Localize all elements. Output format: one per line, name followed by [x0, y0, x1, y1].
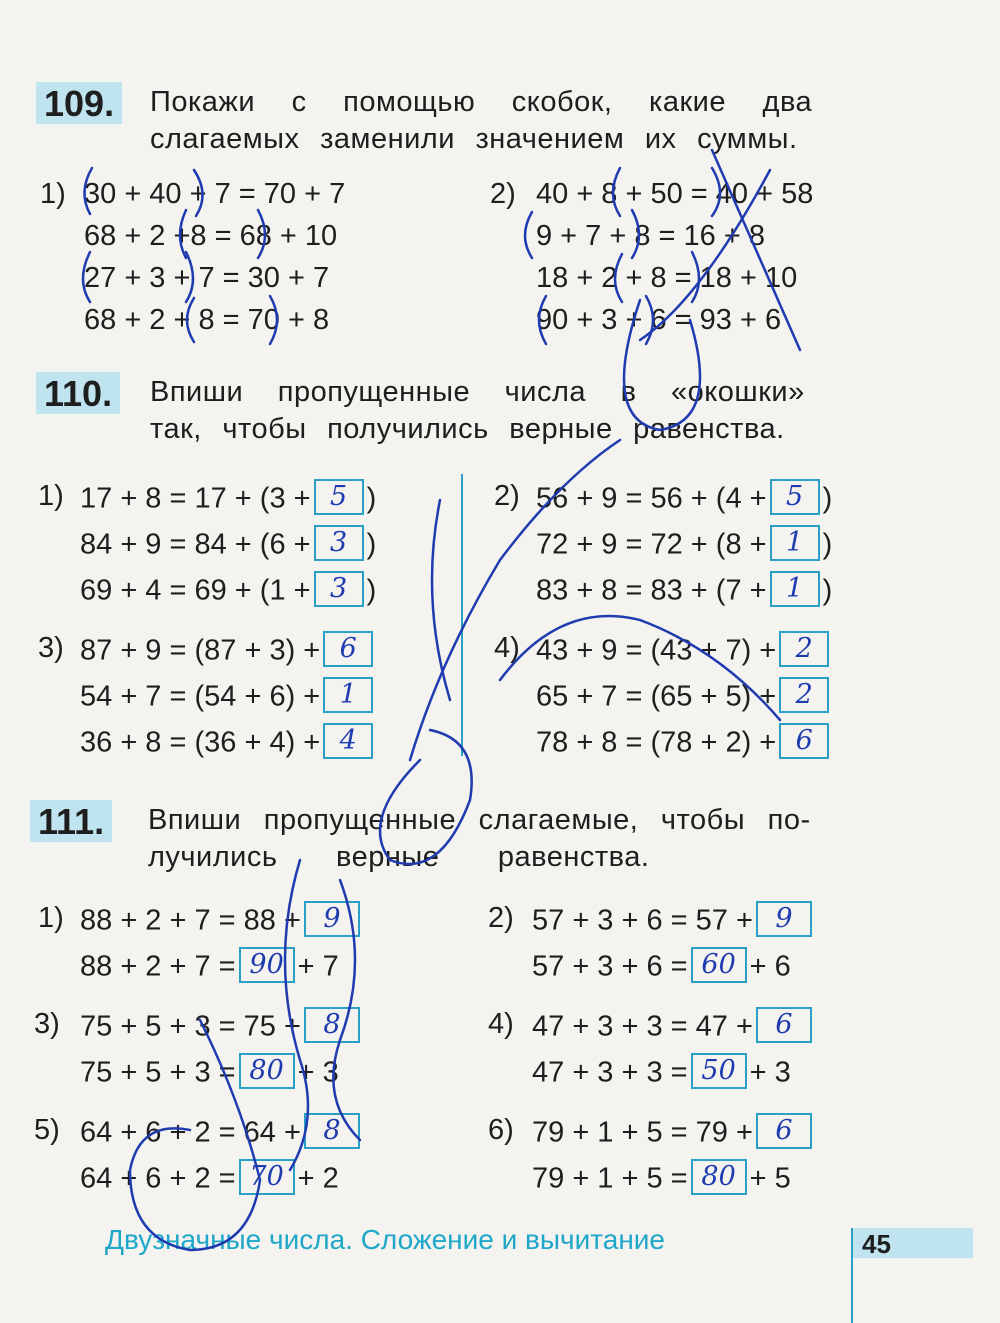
equation-tail: + 5 — [749, 1162, 791, 1195]
item-label: 5) — [34, 1114, 60, 1146]
exercise-number-110: 110. — [36, 372, 120, 414]
answer-box[interactable]: 90 — [239, 947, 295, 983]
equation — [532, 1162, 791, 1198]
answer-box[interactable]: 6 — [756, 1007, 812, 1043]
equation-text: 84 + 9 = 84 + (6 + — [80, 528, 311, 561]
equation-text: 79 + 1 + 5 = — [532, 1162, 688, 1195]
exercise-number-111: 111. — [30, 800, 112, 842]
answer-box[interactable]: 4 — [323, 723, 373, 759]
equation — [80, 528, 376, 564]
equation: 27 + 3 + 7 = 30 + 7 — [84, 262, 330, 294]
answer-box[interactable]: 1 — [770, 525, 820, 561]
answer-box[interactable]: 60 — [691, 947, 747, 983]
item-label: 3) — [38, 632, 64, 664]
equation-tail: + 6 — [749, 950, 791, 983]
equation — [80, 680, 376, 716]
answer-box[interactable]: 8 — [304, 1113, 360, 1149]
equation-text: 78 + 8 = (78 + 2) + — [536, 726, 777, 759]
item-label: 6) — [488, 1114, 514, 1146]
equation — [536, 528, 832, 564]
equation-text: 83 + 8 = 83 + (7 + — [536, 574, 767, 607]
instruction-line: Впиши пропущенные числа в «окошки» — [150, 376, 805, 408]
answer-box[interactable]: 8 — [304, 1007, 360, 1043]
answer-box[interactable]: 2 — [779, 677, 829, 713]
answer-box[interactable]: 70 — [239, 1159, 295, 1195]
answer-box[interactable]: 3 — [314, 525, 364, 561]
answer-box[interactable]: 6 — [779, 723, 829, 759]
close-paren: ) — [366, 482, 377, 515]
equation — [536, 634, 832, 670]
equation: 68 + 2 +8 = 68 + 10 — [84, 220, 338, 252]
equation-text: 88 + 2 + 7 = 88 + — [80, 904, 301, 937]
footer-title: Двузначные числа. Сложение и вычитание — [105, 1224, 665, 1255]
answer-box[interactable]: 3 — [314, 571, 364, 607]
equation-tail: + 7 — [297, 950, 339, 983]
bracket-mark — [525, 212, 532, 258]
equation: 18 + 2 + 8 = 18 + 10 — [536, 262, 798, 294]
equation-text: 47 + 3 + 3 = — [532, 1056, 688, 1089]
equation — [536, 726, 832, 762]
equation — [532, 1116, 815, 1152]
equation: 30 + 40 + 7 = 70 + 7 — [84, 178, 346, 210]
answer-box[interactable]: 2 — [779, 631, 829, 667]
equation — [536, 574, 832, 610]
equation — [80, 482, 376, 518]
close-paren: ) — [822, 574, 833, 607]
exercise-109-instructions — [150, 84, 812, 158]
equation-text: 36 + 8 = (36 + 4) + — [80, 726, 321, 759]
equation — [536, 482, 832, 518]
equation-text: 87 + 9 = (87 + 3) + — [80, 634, 321, 667]
item-label: 4) — [488, 1008, 514, 1040]
answer-box[interactable]: 6 — [323, 631, 373, 667]
equation — [80, 1116, 363, 1152]
equation — [80, 950, 339, 986]
equation: 40 + 8 + 50 = 40 + 58 — [536, 178, 814, 210]
close-paren: ) — [366, 574, 377, 607]
equation — [80, 1162, 339, 1198]
item-label: 1) — [38, 480, 64, 512]
equation: 90 + 3 + 6 = 93 + 6 — [536, 304, 782, 336]
instruction-line: Покажи с помощью скобок, какие два — [150, 86, 813, 118]
equation-text: 72 + 9 = 72 + (8 + — [536, 528, 767, 561]
equation — [536, 680, 832, 716]
equation-text: 75 + 5 + 3 = 75 + — [80, 1010, 301, 1043]
item-label: 2) — [490, 178, 516, 210]
close-paren: ) — [822, 528, 833, 561]
column-divider — [461, 474, 463, 756]
answer-box[interactable]: 1 — [323, 677, 373, 713]
equation-text: 56 + 9 = 56 + (4 + — [536, 482, 767, 515]
equation-text: 88 + 2 + 7 = — [80, 950, 236, 983]
item-label: 2) — [488, 902, 514, 934]
exercise-111-instructions — [148, 802, 811, 876]
close-paren: ) — [366, 528, 377, 561]
equation-text: 54 + 7 = (54 + 6) + — [80, 680, 321, 713]
equation-text: 17 + 8 = 17 + (3 + — [80, 482, 311, 515]
instruction-line: слагаемых заменили значением их суммы. — [150, 123, 798, 156]
exercise-number-109: 109. — [36, 82, 122, 124]
item-label: 1) — [38, 902, 64, 934]
equation — [80, 1056, 339, 1092]
equation-tail: + 3 — [297, 1056, 339, 1089]
equation-text: 43 + 9 = (43 + 7) + — [536, 634, 777, 667]
equation-text: 57 + 3 + 6 = — [532, 950, 688, 983]
equation-tail: + 3 — [749, 1056, 791, 1089]
answer-box[interactable]: 1 — [770, 571, 820, 607]
equation — [532, 904, 815, 940]
answer-box[interactable]: 5 — [314, 479, 364, 515]
instruction-line: лучились верные равенства. — [148, 841, 650, 874]
footer-divider — [851, 1228, 853, 1323]
equation — [80, 726, 376, 762]
equation-text: 47 + 3 + 3 = 47 + — [532, 1010, 753, 1043]
equation — [532, 950, 791, 986]
equation: 68 + 2 + 8 = 70 + 8 — [84, 304, 330, 336]
item-label: 4) — [494, 632, 520, 664]
equation-text: 57 + 3 + 6 = 57 + — [532, 904, 753, 937]
instruction-line: так, чтобы получились верные равенства. — [150, 413, 785, 446]
close-paren: ) — [822, 482, 833, 515]
answer-box[interactable]: 80 — [239, 1053, 295, 1089]
equation: 9 + 7 + 8 = 16 + 8 — [536, 220, 765, 252]
equation — [532, 1056, 791, 1092]
equation-text: 65 + 7 = (65 + 5) + — [536, 680, 777, 713]
equation — [532, 1010, 815, 1046]
equation-text: 69 + 4 = 69 + (1 + — [80, 574, 311, 607]
equation — [80, 634, 376, 670]
answer-box[interactable]: 5 — [770, 479, 820, 515]
instruction-line: Впиши пропущенные слагаемые, чтобы по- — [148, 804, 811, 836]
equation-text: 64 + 6 + 2 = — [80, 1162, 236, 1195]
equation-text: 64 + 6 + 2 = 64 + — [80, 1116, 301, 1149]
equation — [80, 574, 376, 610]
equation — [80, 1010, 363, 1046]
answer-box[interactable]: 9 — [756, 901, 812, 937]
item-label: 1) — [40, 178, 66, 210]
exercise-110-instructions — [150, 374, 805, 448]
equation-text: 79 + 1 + 5 = 79 + — [532, 1116, 753, 1149]
equation-tail: + 2 — [297, 1162, 339, 1195]
equation — [80, 904, 363, 940]
scribble-mark — [432, 500, 450, 700]
answer-box[interactable]: 6 — [756, 1113, 812, 1149]
answer-box[interactable]: 80 — [691, 1159, 747, 1195]
equation-text: 75 + 5 + 3 = — [80, 1056, 236, 1089]
item-label: 3) — [34, 1008, 60, 1040]
page-number: 45 — [862, 1229, 891, 1259]
answer-box[interactable]: 9 — [304, 901, 360, 937]
item-label: 2) — [494, 480, 520, 512]
answer-box[interactable]: 50 — [691, 1053, 747, 1089]
